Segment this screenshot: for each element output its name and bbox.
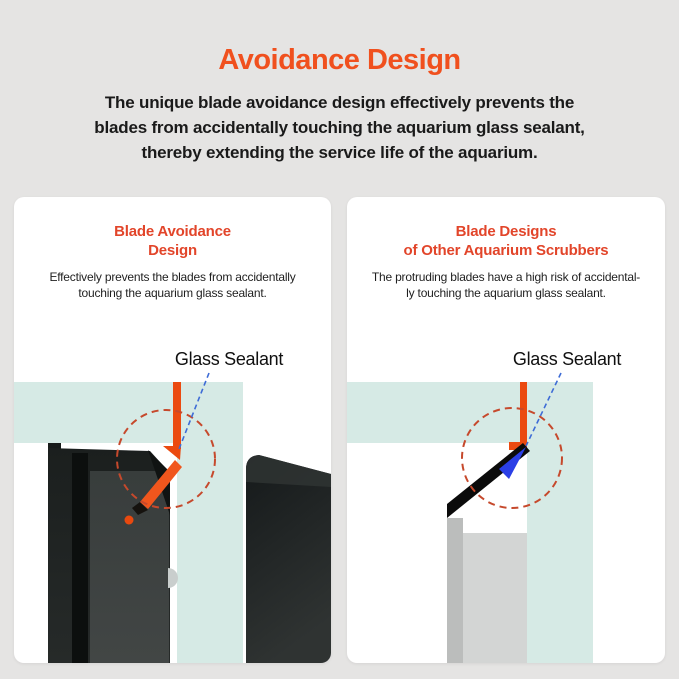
- card-heading-line: Design: [148, 242, 197, 259]
- card-description: [347, 269, 665, 301]
- subtitle-line: thereby extending the service life of the aquarium.: [141, 143, 538, 162]
- subtitle-line: blades from accidentally touching the aquarium glass sealant,: [94, 118, 585, 137]
- scrubber-inner-face: [90, 471, 169, 663]
- card-heading: [14, 222, 331, 260]
- card-heading-line: Blade Designs: [455, 223, 557, 240]
- second-scrubber-top-bevel: [246, 455, 331, 487]
- card-description: [14, 269, 331, 301]
- card-heading: [347, 222, 665, 260]
- glass-pane-vertical: [527, 382, 593, 663]
- card-description-line: touching the aquarium glass sealant.: [78, 286, 267, 300]
- sealant-corner-bead: [163, 446, 181, 460]
- glass-pane-vertical: [177, 382, 243, 663]
- card-description-line: The protruding blades have a high risk of accidental-: [371, 270, 641, 284]
- card-heading-line: of Other Aquarium Scrubbers: [403, 242, 609, 259]
- suction-cup-bump: [168, 568, 178, 588]
- page-title: Avoidance Design: [218, 44, 461, 76]
- sealant-strip: [520, 382, 527, 449]
- other-scrubber-illustration: [347, 197, 665, 663]
- card-other-scrubbers: [347, 197, 665, 663]
- glass-sealant-label: Glass Sealant: [512, 349, 622, 369]
- glass-sealant-label: Glass Sealant: [174, 349, 284, 369]
- avoidance-illustration: [14, 197, 331, 663]
- card-description-line: Effectively prevents the blades from accidentally: [49, 270, 296, 284]
- card-blade-avoidance: [14, 197, 331, 663]
- indicator-dot: [125, 516, 134, 525]
- page-subtitle: [0, 90, 679, 165]
- card-description-line: ly touching the aquarium glass sealant.: [406, 286, 606, 300]
- subtitle-line: The unique blade avoidance design effectively prevents the: [104, 93, 575, 112]
- scrubber-groove: [72, 453, 88, 663]
- card-heading-line: Blade Avoidance: [114, 223, 231, 240]
- scrubber-body: [463, 533, 527, 663]
- scrubber-handle-column: [447, 518, 463, 663]
- sealant-strip: [173, 382, 181, 449]
